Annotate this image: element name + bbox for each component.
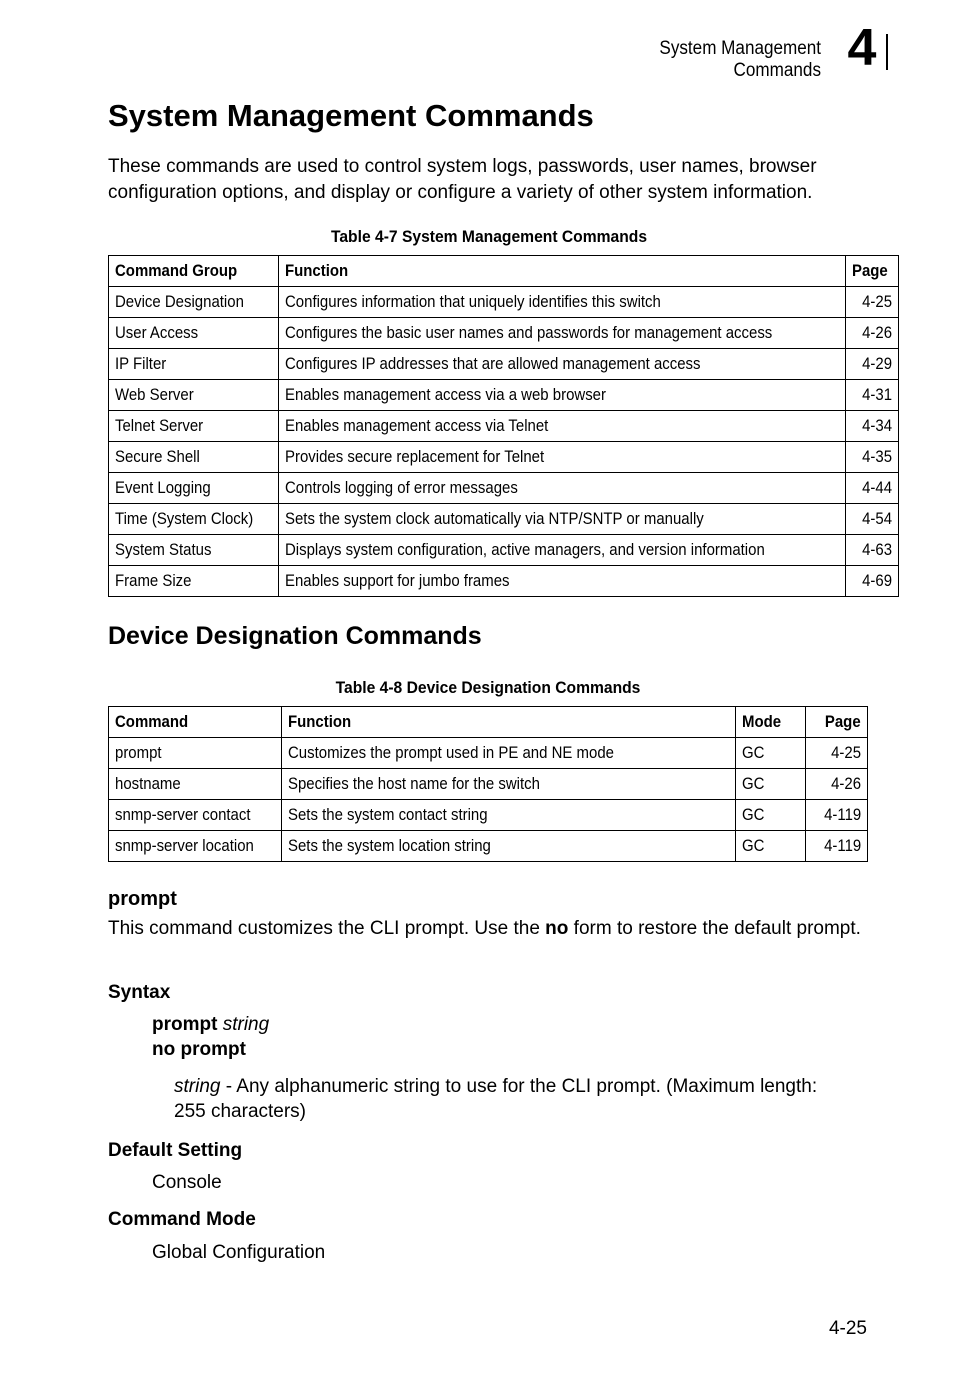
table-cell: System Status: [109, 535, 279, 566]
chapter-rule: [886, 34, 888, 70]
parameter-description: string - Any alphanumeric string to use for the CLI prompt. (Maximum length: 255 characters): [174, 1076, 818, 1122]
table-cell: GC: [736, 800, 806, 831]
table-row: [109, 831, 868, 862]
table-cell: Enables management access via a web browser: [279, 380, 846, 411]
page-number: 4-25: [828, 1318, 867, 1339]
device-designation-table: [108, 706, 868, 862]
table-row: [109, 738, 868, 769]
table-cell: GC: [736, 769, 806, 800]
table-row: [109, 769, 868, 800]
table-cell: Event Logging: [109, 473, 279, 504]
table-cell: Secure Shell: [109, 442, 279, 473]
table-row: [109, 442, 899, 473]
system-management-table: [108, 255, 899, 597]
table-row: [109, 349, 899, 380]
table-cell: 4-34: [845, 411, 899, 442]
table-cell: prompt: [109, 738, 282, 769]
table-cell: Controls logging of error messages: [279, 473, 846, 504]
command-mode-heading: Command Mode: [108, 1209, 256, 1230]
table-row: [109, 535, 899, 566]
syntax-line-2: no prompt: [152, 1039, 246, 1060]
table-cell: 4-69: [845, 566, 899, 597]
table-cell: 4-31: [845, 380, 899, 411]
column-header: Function: [281, 707, 735, 738]
table-cell: Specifies the host name for the switch: [281, 769, 735, 800]
table-cell: Web Server: [109, 380, 279, 411]
table-cell: snmp-server contact: [109, 800, 282, 831]
table-cell: Sets the system contact string: [281, 800, 735, 831]
table-row: [109, 287, 899, 318]
table-row: [109, 380, 899, 411]
table-row: [109, 800, 868, 831]
table-cell: Configures the basic user names and passwords for management access: [279, 318, 846, 349]
table-cell: 4-29: [845, 349, 899, 380]
table-cell: 4-26: [806, 769, 868, 800]
table-cell: 4-44: [845, 473, 899, 504]
table-cell: Device Designation: [109, 287, 279, 318]
table-header-row: [109, 707, 868, 738]
intro-paragraph: These commands are used to control system logs, passwords, user names, browser configuration options, and display or configure a variety of other system information.: [108, 156, 817, 203]
column-header: Page: [806, 707, 868, 738]
table-cell: snmp-server location: [109, 831, 282, 862]
table-cell: Frame Size: [109, 566, 279, 597]
table-cell: GC: [736, 831, 806, 862]
table-cell: 4-119: [806, 800, 868, 831]
table-cell: Configures information that uniquely identifies this switch: [279, 287, 846, 318]
table-cell: Sets the system location string: [281, 831, 735, 862]
table-row: [109, 566, 899, 597]
table-cell: Enables support for jumbo frames: [279, 566, 846, 597]
column-header: Command Group: [109, 256, 279, 287]
table-cell: 4-119: [806, 831, 868, 862]
table-cell: 4-54: [845, 504, 899, 535]
table-cell: Customizes the prompt used in PE and NE mode: [281, 738, 735, 769]
command-description: This command customizes the CLI prompt. Use the no form to restore the default prompt.: [108, 918, 861, 939]
column-header: Page: [845, 256, 899, 287]
page-title: System Management Commands: [108, 98, 594, 133]
table-cell: GC: [736, 738, 806, 769]
column-header: Mode: [736, 707, 806, 738]
table-cell: 4-25: [845, 287, 899, 318]
syntax-heading: Syntax: [108, 982, 171, 1003]
table-cell: Telnet Server: [109, 411, 279, 442]
table-header-row: [109, 256, 899, 287]
table-cell: User Access: [109, 318, 279, 349]
table-cell: Displays system configuration, active managers, and version information: [279, 535, 846, 566]
default-setting-value: Console: [152, 1172, 222, 1193]
table-cell: 4-35: [845, 442, 899, 473]
table-cell: Sets the system clock automatically via NTP/SNTP or manually: [279, 504, 846, 535]
table-cell: 4-25: [806, 738, 868, 769]
section-title: Device Designation Commands: [108, 622, 482, 650]
table2-caption: Table 4-8 Device Designation Commands: [335, 678, 641, 697]
table-row: [109, 504, 899, 535]
table-cell: Configures IP addresses that are allowed management access: [279, 349, 846, 380]
running-header-title: System Management Commands: [659, 38, 821, 81]
syntax-line-1: prompt string: [152, 1014, 270, 1035]
table1-caption: Table 4-7 System Management Commands: [330, 227, 648, 246]
table-row: [109, 473, 899, 504]
chapter-number: 4: [847, 19, 877, 77]
command-title: prompt: [108, 888, 177, 910]
table-row: [109, 411, 899, 442]
column-header: Function: [279, 256, 846, 287]
table-cell: Enables management access via Telnet: [279, 411, 846, 442]
default-setting-heading: Default Setting: [108, 1140, 243, 1161]
command-mode-value: Global Configuration: [152, 1242, 326, 1263]
table-cell: Time (System Clock): [109, 504, 279, 535]
table-cell: Provides secure replacement for Telnet: [279, 442, 846, 473]
table-cell: hostname: [109, 769, 282, 800]
table-cell: 4-63: [845, 535, 899, 566]
table-cell: 4-26: [845, 318, 899, 349]
column-header: Command: [109, 707, 282, 738]
table-row: [109, 318, 899, 349]
table-cell: IP Filter: [109, 349, 279, 380]
